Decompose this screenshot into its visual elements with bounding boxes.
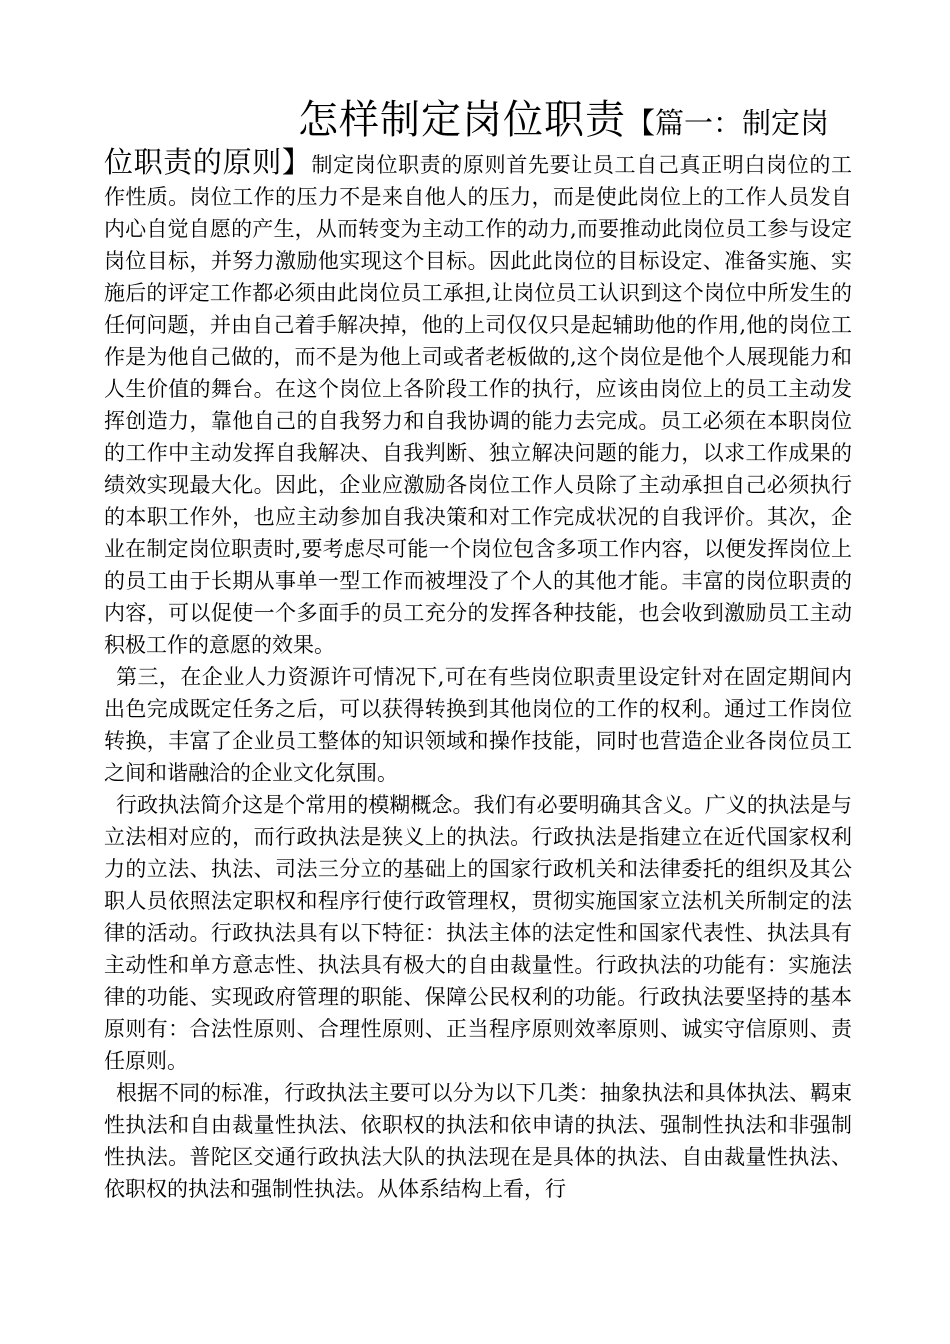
title-first-line: [104, 96, 852, 144]
paragraph-4: 根据不同的标准，行政执法主要可以分为以下几类：抽象执法和具体执法、羁束性执法和自由裁量性执法、依职权的执法和依申请的执法、强制性执法和非强制性执法。普陀区交通行政执法大队的执法现在是具体的执法、自由裁量性执法、依职权的执法和强制性执法。从体系结构上看，行: [104, 1081, 852, 1201]
document-title: 怎样制定岗位职责: [298, 97, 626, 143]
paragraph-1: [104, 144, 852, 661]
document-title-block: [104, 96, 852, 661]
paragraph-2: 第三，在企业人力资源许可情况下,可在有些岗位职责里设定针对在固定期间内出色完成既定任务之后，可以获得转换到其他岗位的工作的权利。通过工作岗位转换，丰富了企业员工整体的知识领域和操作技能，同时也营造企业各岗位员工之间和谐融洽的企业文化氛围。: [104, 665, 852, 785]
paragraph-3: 行政执法简介这是个常用的模糊概念。我们有必要明确其含义。广义的执法是与立法相对应的，而行政执法是狭义上的执法。行政执法是指建立在近代国家权利力的立法、执法、司法三分立的基础上的国家行政机关和法律委托的组织及其公职人员依照法定职权和程序行使行政管理权，贯彻实施国家立法机关所制定的法律的活动。行政执法具有以下特征：执法主体的法定性和国家代表性、执法具有主动性和单方意志性、执法具有极大的自由裁量性。行政执法的功能有：实施法律的功能、实现政府管理的职能、保障公民权利的功能。行政执法要坚持的基本原则有：合法性原则、合理性原则、正当程序原则效率原则、诚实守信原则、责任原则。: [104, 793, 852, 1073]
paragraph-1-text: 制定岗位职责的原则首先要让员工自己真正明白岗位的工作性质。岗位工作的压力不是来自他人的压力，而是使此岗位上的工作人员发自内心自觉自愿的产生，从而转变为主动工作的动力,而要推动此岗位员工参与设定岗位目标，并努力激励他实现这个目标。因此此岗位的目标设定、准备实施、实施后的评定工作都必须由此岗位员工承担,让岗位员工认识到这个岗位中所发生的任何问题，并由自己着手解决掉，他的上司仅仅只是起辅助他的作用,他的岗位工作是为他自己做的，而不是为他上司或者老板做的,这个岗位是他个人展现能力和人生价值的舞台。在这个岗位上各阶段工作的执行，应该由岗位上的员工主动发挥创造力，靠他自己的自我努力和自我协调的能力去完成。员工必须在本职岗位的工作中主动发挥自我解决、自我判断、独立解决问题的能力，以求工作成果的绩效实现最大化。因此，企业应激励各岗位工作人员除了主动承担自己必须执行的本职工作外，也应主动参加自我决策和对工作完成状况的自我评价。其次，企业在制定岗位职责时,要考虑尽可能一个岗位包含多项工作内容，以便发挥岗位上的员工由于长期从事单一型工作而被埋没了个人的其他才能。丰富的岗位职责的内容，可以促使一个多面手的员工充分的发挥各种技能，也会收到激励员工主动积极工作的意愿的效果。: [104, 153, 852, 657]
document-subtitle-part2: 位职责的原则】: [104, 145, 312, 179]
document-page: [104, 96, 852, 1205]
document-subtitle-part1: 【篇一：制定岗: [626, 106, 830, 140]
